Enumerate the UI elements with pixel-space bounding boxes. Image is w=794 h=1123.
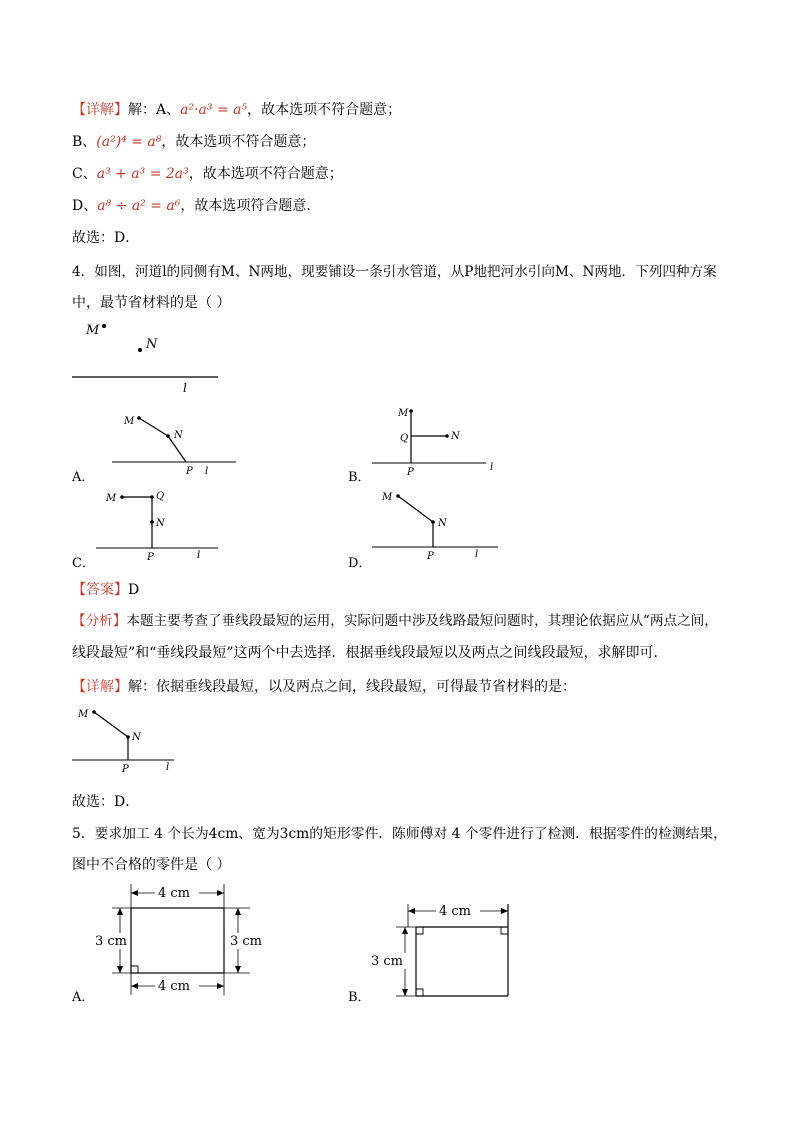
right-width-label: 3 cm	[230, 934, 263, 949]
svg-text:l: l	[475, 549, 479, 560]
label-n: N	[146, 337, 158, 352]
q4-option-a-label[interactable]: A．	[72, 470, 95, 485]
q5-stem-line2: 图中不合格的零件是（ ）	[72, 857, 231, 873]
svg-text:N: N	[132, 732, 141, 743]
svg-text:N: N	[156, 518, 165, 529]
svg-text:l: l	[197, 550, 201, 561]
svg-text:M: M	[382, 492, 393, 503]
point-m	[102, 324, 106, 328]
svg-text:l: l	[490, 462, 494, 473]
analysis-tag: 【分析】	[72, 613, 127, 629]
svg-text:Q: Q	[400, 433, 409, 444]
math-expression: (a²)⁴ = a⁸	[96, 134, 162, 150]
q3-detail-line-d: D、a⁸ ÷ a² = a⁶，故本选项符合题意．	[72, 198, 321, 214]
detail-tag: 【详解】	[72, 679, 128, 695]
q4-detail: 【详解】解：依据垂线段最短，以及两点之间，线段最短，可得最节省材料的是：	[72, 679, 576, 695]
top-length-label: 4 cm	[439, 904, 472, 919]
q4-option-d-label[interactable]: D．	[348, 556, 372, 571]
svg-text:M: M	[124, 416, 135, 427]
q4-option-b-label[interactable]: B．	[348, 470, 371, 485]
q4-option-d-figure	[372, 492, 498, 562]
q4-analysis-line2: 线段最短”和“垂线段最短”这两个中去选择．根据垂线段最短以及两点之间线段最短，求解即可．	[72, 645, 668, 661]
q4-answer-figure	[72, 709, 174, 775]
q3-choice: 故选：D．	[72, 230, 140, 246]
q4-option-c-label[interactable]: C．	[72, 556, 95, 571]
point-n	[445, 434, 449, 438]
svg-text:l: l	[166, 762, 170, 773]
svg-text:N: N	[174, 430, 183, 441]
top-length-label: 4 cm	[158, 886, 191, 901]
detail-tag: 【详解】	[72, 102, 128, 118]
point-n	[431, 520, 435, 524]
q4-choice: 故选：D．	[72, 794, 140, 810]
svg-text:P: P	[186, 466, 193, 477]
point-m	[409, 409, 413, 413]
point-m	[120, 495, 124, 499]
svg-text:N: N	[438, 518, 447, 529]
label-l: l	[183, 381, 187, 395]
label-m: M	[86, 323, 100, 338]
q4-analysis-line1: 【分析】本题主要考查了垂线段最短的运用，实际问题中涉及线路最短问题时，其理论依据应从“两点之间，	[72, 613, 718, 629]
svg-text:l: l	[205, 466, 209, 477]
left-width-label: 3 cm	[95, 934, 128, 949]
q4-stem-line2: 中，最节省材料的是（ ）	[72, 295, 231, 311]
q4-option-b-figure	[372, 408, 493, 478]
svg-text:M: M	[78, 709, 89, 720]
answer-tag: 【答案】	[72, 582, 128, 598]
q3-detail-line-b: B、(a²)⁴ = a⁸，故本选项不符合题意；	[72, 134, 316, 150]
math-expression: a²·a³ = a⁵	[180, 102, 248, 118]
left-width-label: 3 cm	[371, 954, 404, 969]
point-m	[396, 494, 400, 498]
q4-option-c-figure	[96, 491, 218, 563]
q5-option-a-label[interactable]: A．	[72, 990, 95, 1005]
svg-text:P: P	[427, 551, 434, 562]
point-n	[126, 735, 130, 739]
q5-option-b-figure	[370, 903, 508, 996]
point-n	[138, 348, 142, 352]
point-m	[92, 710, 96, 714]
svg-text:P: P	[407, 467, 414, 478]
q4-answer: 【答案】D	[72, 582, 140, 598]
svg-text:N: N	[451, 431, 460, 442]
svg-text:P: P	[147, 552, 154, 563]
point-n	[150, 520, 154, 524]
q4-main-figure	[72, 323, 218, 395]
math-expression: a⁸ ÷ a² = a⁶	[97, 198, 181, 214]
q3-detail-line-a: 【详解】解：A、a²·a³ = a⁵，故本选项不符合题意；	[72, 102, 402, 118]
svg-text:M: M	[398, 408, 409, 419]
bottom-length-label: 4 cm	[158, 979, 191, 994]
svg-text:M: M	[106, 493, 117, 504]
q5-option-b-label[interactable]: B．	[348, 990, 371, 1005]
svg-text:Q: Q	[156, 491, 165, 502]
q4-stem-line1: 4．如图，河道l的同侧有M、N两地，现要铺设一条引水管道，从P地把河水引向M、N两地．下列四种方案	[72, 264, 717, 280]
q4-option-a-figure	[112, 416, 236, 477]
point-q	[150, 495, 154, 499]
math-expression: a³ + a³ = 2a³	[96, 166, 189, 182]
q5-option-a-figure	[94, 884, 265, 995]
q5-stem-line1: 5．要求加工 4 个长为4cm、宽为3cm的矩形零件．陈师傅对 4 个零件进行了检测．根据零件的检测结果，	[72, 826, 727, 842]
q3-detail-line-c: C、a³ + a³ = 2a³，故本选项不符合题意；	[72, 166, 343, 182]
svg-text:P: P	[122, 764, 129, 775]
